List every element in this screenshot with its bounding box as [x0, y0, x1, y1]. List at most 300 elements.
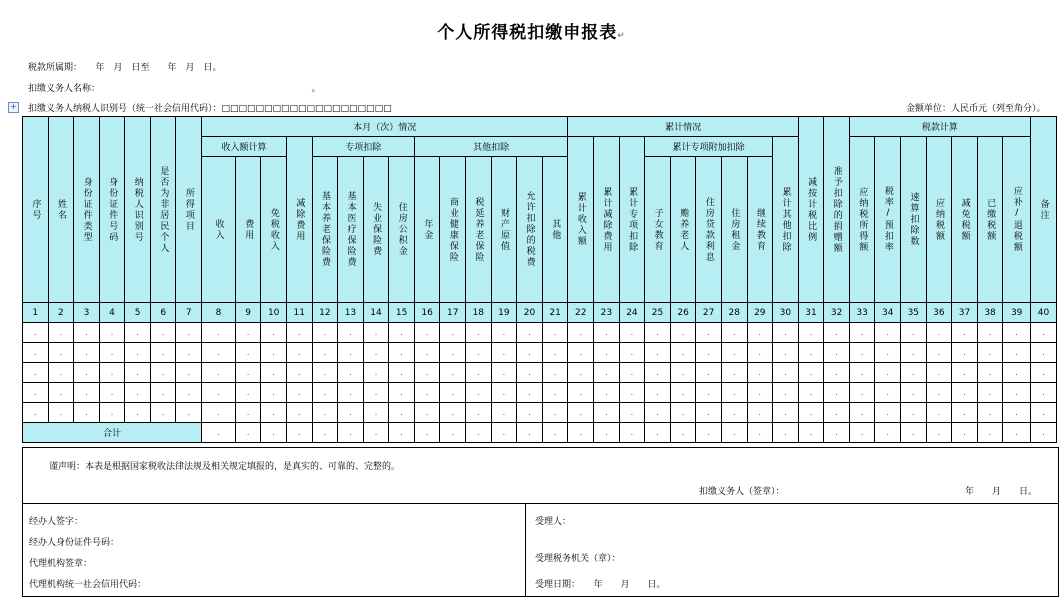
table-cell[interactable]: . — [645, 403, 671, 423]
column-number-cell: 11 — [286, 303, 312, 323]
table-cell[interactable]: . — [798, 403, 824, 423]
table-cell[interactable]: . — [338, 343, 364, 363]
table-cell[interactable]: . — [389, 343, 415, 363]
table-cell[interactable]: . — [875, 403, 901, 423]
column-number-cell: 37 — [952, 303, 978, 323]
table-cell[interactable]: . — [466, 363, 492, 383]
header-group-tax: 税款计算 — [849, 117, 1030, 137]
table-cell[interactable]: . — [1031, 403, 1057, 423]
table-cell[interactable]: . — [926, 343, 952, 363]
table-cell[interactable]: . — [824, 363, 850, 383]
table-cell[interactable]: . — [491, 323, 517, 343]
table-cell[interactable]: . — [901, 403, 927, 423]
header-tax-due: 应补/退税额 — [1003, 137, 1031, 303]
table-cell[interactable]: . — [389, 383, 415, 403]
header-tax-payable: 应纳税额 — [926, 137, 952, 303]
total-cell[interactable]: . — [389, 423, 415, 443]
table-cell[interactable]: . — [568, 363, 594, 383]
table-cell[interactable]: . — [363, 403, 389, 423]
total-cell[interactable]: . — [952, 423, 978, 443]
column-number-cell: 14 — [363, 303, 389, 323]
table-cell[interactable]: . — [849, 323, 875, 343]
table-cell[interactable]: . — [150, 343, 176, 363]
table-cell[interactable]: . — [440, 323, 466, 343]
agency-code-label: 代理机构统一社会信用代码： — [29, 580, 147, 590]
table-cell[interactable]: . — [338, 363, 364, 383]
total-cell[interactable]: . — [1003, 423, 1031, 443]
table-cell[interactable]: . — [202, 363, 236, 383]
table-cell[interactable]: . — [619, 403, 645, 423]
table-cell[interactable]: . — [48, 383, 74, 403]
table-cell[interactable]: . — [824, 403, 850, 423]
table-cell[interactable]: . — [517, 323, 543, 343]
table-cell[interactable]: . — [773, 323, 799, 343]
table-cell[interactable]: . — [286, 343, 312, 363]
column-number-cell: 39 — [1003, 303, 1031, 323]
table-cell[interactable]: . — [312, 403, 338, 423]
table-cell[interactable]: . — [125, 323, 151, 343]
table-cell[interactable]: . — [99, 403, 125, 423]
total-cell[interactable]: . — [466, 423, 492, 443]
table-cell[interactable]: . — [235, 403, 261, 423]
total-cell[interactable]: . — [440, 423, 466, 443]
table-cell[interactable]: . — [99, 323, 125, 343]
total-cell[interactable]: . — [798, 423, 824, 443]
table-cell[interactable]: . — [23, 363, 49, 383]
total-cell[interactable]: . — [594, 423, 620, 443]
table-cell[interactable]: . — [235, 383, 261, 403]
table-cell[interactable]: . — [926, 323, 952, 343]
table-cell[interactable]: . — [23, 383, 49, 403]
table-cell[interactable]: . — [901, 383, 927, 403]
table-cell[interactable]: . — [977, 363, 1003, 383]
table-cell[interactable]: . — [491, 403, 517, 423]
table-cell[interactable]: . — [414, 343, 440, 363]
total-cell[interactable]: . — [261, 423, 287, 443]
header-housing-fund: 住房公积金 — [389, 157, 415, 303]
table-cell[interactable]: . — [466, 383, 492, 403]
table-cell[interactable]: . — [74, 383, 100, 403]
total-cell[interactable]: . — [645, 423, 671, 443]
table-cell[interactable]: . — [849, 363, 875, 383]
table-cell[interactable]: . — [48, 343, 74, 363]
table-cell[interactable]: . — [491, 383, 517, 403]
table-cell[interactable]: . — [517, 383, 543, 403]
total-cell[interactable]: . — [875, 423, 901, 443]
column-number-cell: 15 — [389, 303, 415, 323]
table-cell[interactable]: . — [542, 363, 568, 383]
total-cell[interactable]: . — [235, 423, 261, 443]
table-cell[interactable]: . — [414, 363, 440, 383]
header-health-insurance: 商业健康保险 — [440, 157, 466, 303]
column-number-cell: 13 — [338, 303, 364, 323]
table-cell[interactable]: . — [721, 323, 747, 343]
table-cell[interactable]: . — [389, 323, 415, 343]
currency-unit-line: 金额单位：人民币元（列至角分）。 — [906, 104, 1046, 114]
header-medical: 基本医疗保险费 — [338, 157, 364, 303]
column-number-cell: 9 — [235, 303, 261, 323]
table-cell[interactable]: . — [1031, 343, 1057, 363]
table-cell[interactable]: . — [125, 343, 151, 363]
table-anchor-icon[interactable]: + — [8, 102, 19, 113]
header-id-number: 身份证件号码 — [99, 117, 125, 303]
table-cell[interactable]: . — [235, 343, 261, 363]
total-cell[interactable]: . — [849, 423, 875, 443]
table-cell[interactable]: . — [202, 383, 236, 403]
table-cell[interactable]: . — [798, 343, 824, 363]
declaration-statement: 谨声明：本表是根据国家税收法律法规及相关规定填报的，是真实的、可靠的、完整的。 — [49, 462, 401, 472]
total-row — [23, 423, 1057, 443]
table-cell[interactable]: . — [23, 343, 49, 363]
table-cell[interactable]: . — [517, 403, 543, 423]
table-cell[interactable]: . — [824, 343, 850, 363]
table-cell[interactable]: . — [440, 343, 466, 363]
column-number-cell: 16 — [414, 303, 440, 323]
header-group-special: 专项扣除 — [312, 137, 414, 157]
total-cell[interactable]: . — [670, 423, 696, 443]
column-number-cell: 20 — [517, 303, 543, 323]
total-cell[interactable]: . — [202, 423, 236, 443]
table-cell[interactable]: . — [363, 343, 389, 363]
total-cell[interactable]: . — [901, 423, 927, 443]
table-cell[interactable]: . — [466, 323, 492, 343]
total-cell[interactable]: . — [491, 423, 517, 443]
total-cell[interactable]: . — [568, 423, 594, 443]
table-cell[interactable]: . — [747, 363, 773, 383]
table-cell[interactable]: . — [440, 363, 466, 383]
table-cell[interactable]: . — [542, 383, 568, 403]
table-cell[interactable]: . — [491, 363, 517, 383]
table-cell[interactable]: . — [23, 403, 49, 423]
table-cell[interactable]: . — [286, 323, 312, 343]
table-cell[interactable]: . — [1003, 383, 1031, 403]
table-cell[interactable]: . — [798, 323, 824, 343]
receive-date-label: 受理日期： 年 月 日。 — [535, 580, 666, 590]
total-cell[interactable]: . — [773, 423, 799, 443]
agent-id-line: 扣缴义务人纳税人识别号（统一社会信用代码）：□□□□□□□□□□□□□□□□□□□□ — [28, 104, 392, 114]
table-cell[interactable]: . — [619, 343, 645, 363]
table-row — [23, 323, 1057, 343]
table-cell[interactable]: . — [202, 403, 236, 423]
header-tax-relief: 减免税额 — [952, 137, 978, 303]
table-cell[interactable]: . — [594, 363, 620, 383]
table-cell[interactable]: . — [594, 383, 620, 403]
table-cell[interactable]: . — [696, 323, 722, 343]
table-cell[interactable]: . — [23, 323, 49, 343]
table-cell[interactable]: . — [542, 343, 568, 363]
table-cell[interactable]: . — [261, 363, 287, 383]
table-cell[interactable]: . — [312, 343, 338, 363]
table-cell[interactable]: . — [338, 383, 364, 403]
table-cell[interactable]: . — [901, 343, 927, 363]
table-cell[interactable]: . — [1003, 403, 1031, 423]
table-cell[interactable]: . — [414, 403, 440, 423]
table-cell[interactable]: . — [696, 403, 722, 423]
total-cell[interactable]: . — [312, 423, 338, 443]
header-expense: 费用 — [235, 157, 261, 303]
table-cell[interactable]: . — [99, 363, 125, 383]
agent-signature-label: 扣缴义务人（签章）： — [699, 487, 785, 497]
table-cell[interactable]: . — [440, 403, 466, 423]
total-cell[interactable]: . — [977, 423, 1003, 443]
table-cell[interactable]: . — [312, 323, 338, 343]
total-cell[interactable]: . — [363, 423, 389, 443]
table-cell[interactable]: . — [1003, 363, 1031, 383]
total-cell[interactable]: . — [286, 423, 312, 443]
column-number-cell: 8 — [202, 303, 236, 323]
handler-id-label: 经办人身份证件号码： — [29, 538, 120, 548]
table-cell[interactable]: . — [1003, 343, 1031, 363]
table-cell[interactable]: . — [670, 363, 696, 383]
table-cell[interactable]: . — [875, 343, 901, 363]
table-cell[interactable]: . — [773, 403, 799, 423]
header-deduction: 减除费用 — [286, 137, 312, 303]
table-cell[interactable]: . — [74, 323, 100, 343]
header-group-income: 收入额计算 — [202, 137, 287, 157]
column-number-cell: 3 — [74, 303, 100, 323]
total-cell[interactable]: . — [696, 423, 722, 443]
column-number-cell: 33 — [849, 303, 875, 323]
table-cell[interactable]: . — [568, 323, 594, 343]
total-cell[interactable]: . — [338, 423, 364, 443]
total-cell[interactable]: . — [747, 423, 773, 443]
header-allowed-tax: 允许扣除的税费 — [517, 157, 543, 303]
table-cell[interactable]: . — [312, 363, 338, 383]
table-cell[interactable]: . — [798, 383, 824, 403]
table-cell[interactable]: . — [645, 383, 671, 403]
total-cell[interactable]: . — [721, 423, 747, 443]
table-cell[interactable]: . — [568, 403, 594, 423]
table-cell[interactable]: . — [176, 323, 202, 343]
table-cell[interactable]: . — [312, 383, 338, 403]
table-cell[interactable]: . — [440, 383, 466, 403]
table-cell[interactable]: . — [721, 383, 747, 403]
table-cell[interactable]: . — [747, 403, 773, 423]
table-cell[interactable]: . — [176, 403, 202, 423]
table-cell[interactable]: . — [176, 343, 202, 363]
column-number-cell: 27 — [696, 303, 722, 323]
table-cell[interactable]: . — [150, 403, 176, 423]
table-cell[interactable]: . — [48, 323, 74, 343]
column-number-cell: 18 — [466, 303, 492, 323]
table-cell[interactable]: . — [926, 363, 952, 383]
table-cell[interactable]: . — [696, 383, 722, 403]
table-cell[interactable]: . — [125, 363, 151, 383]
table-cell[interactable]: . — [594, 343, 620, 363]
table-cell[interactable]: . — [798, 363, 824, 383]
table-cell[interactable]: . — [150, 363, 176, 383]
table-cell[interactable]: . — [517, 363, 543, 383]
table-cell[interactable]: . — [952, 323, 978, 343]
column-number-cell: 23 — [594, 303, 620, 323]
table-cell[interactable]: . — [901, 363, 927, 383]
table-row — [23, 403, 1057, 423]
table-cell[interactable]: . — [48, 403, 74, 423]
table-cell[interactable]: . — [286, 363, 312, 383]
table-cell[interactable]: . — [773, 363, 799, 383]
table-cell[interactable]: . — [952, 343, 978, 363]
table-cell[interactable]: . — [466, 343, 492, 363]
column-number-cell: 34 — [875, 303, 901, 323]
table-cell[interactable]: . — [901, 323, 927, 343]
table-cell[interactable]: . — [1003, 323, 1031, 343]
table-cell[interactable]: . — [363, 383, 389, 403]
table-cell[interactable]: . — [849, 403, 875, 423]
table-cell[interactable]: . — [286, 403, 312, 423]
table-cell[interactable]: . — [235, 363, 261, 383]
table-cell[interactable]: . — [74, 343, 100, 363]
agency-seal-label: 代理机构签章： — [29, 559, 93, 569]
table-cell[interactable]: . — [48, 363, 74, 383]
table-cell[interactable]: . — [150, 323, 176, 343]
header-taxable: 应纳税所得额 — [849, 137, 875, 303]
table-cell[interactable]: . — [466, 403, 492, 423]
header-cum-income: 累计收入额 — [568, 137, 594, 303]
table-cell[interactable]: . — [363, 323, 389, 343]
table-cell[interactable]: . — [261, 403, 287, 423]
table-cell[interactable]: . — [74, 363, 100, 383]
table-cell[interactable]: . — [286, 383, 312, 403]
column-number-cell: 29 — [747, 303, 773, 323]
header-cum-deduction: 累计减除费用 — [594, 137, 620, 303]
table-cell[interactable]: . — [670, 403, 696, 423]
table-cell[interactable]: . — [202, 343, 236, 363]
table-cell[interactable]: . — [568, 343, 594, 363]
table-cell[interactable]: . — [875, 363, 901, 383]
table-cell[interactable]: . — [849, 383, 875, 403]
table-cell[interactable]: . — [977, 383, 1003, 403]
table-cell[interactable]: . — [338, 403, 364, 423]
table-cell[interactable]: . — [125, 403, 151, 423]
table-cell[interactable]: . — [696, 343, 722, 363]
column-number-cell: 32 — [824, 303, 850, 323]
table-cell[interactable]: . — [977, 323, 1003, 343]
table-cell[interactable]: . — [670, 323, 696, 343]
table-cell[interactable]: . — [389, 363, 415, 383]
table-cell[interactable]: . — [619, 363, 645, 383]
table-cell[interactable]: . — [389, 403, 415, 423]
table-cell[interactable]: . — [176, 383, 202, 403]
table-cell[interactable]: . — [875, 383, 901, 403]
table-cell[interactable]: . — [74, 403, 100, 423]
total-cell[interactable]: . — [1031, 423, 1057, 443]
table-cell[interactable]: . — [542, 403, 568, 423]
table-cell[interactable]: . — [517, 343, 543, 363]
table-row — [23, 343, 1057, 363]
table-cell[interactable]: . — [773, 343, 799, 363]
table-cell[interactable]: . — [1031, 323, 1057, 343]
table-cell[interactable]: . — [747, 323, 773, 343]
total-cell[interactable]: . — [517, 423, 543, 443]
table-cell[interactable]: . — [849, 343, 875, 363]
receiver-label: 受理人： — [535, 517, 572, 527]
table-cell[interactable]: . — [952, 363, 978, 383]
table-cell[interactable]: . — [414, 323, 440, 343]
header-seq: 序号 — [23, 117, 49, 303]
header-annuity: 年金 — [414, 157, 440, 303]
declaration-box — [22, 447, 1059, 505]
table-cell[interactable]: . — [202, 323, 236, 343]
table-cell[interactable]: . — [696, 363, 722, 383]
table-cell[interactable]: . — [261, 323, 287, 343]
tax-office-box — [525, 503, 1059, 597]
header-elderly-support: 赡养老人 — [670, 157, 696, 303]
table-cell[interactable]: . — [721, 363, 747, 383]
table-cell[interactable]: . — [261, 383, 287, 403]
table-cell[interactable]: . — [721, 403, 747, 423]
total-cell[interactable]: . — [824, 423, 850, 443]
table-cell[interactable]: . — [261, 343, 287, 363]
header-pension: 基本养老保险费 — [312, 157, 338, 303]
table-cell[interactable]: . — [363, 363, 389, 383]
table-cell[interactable]: . — [235, 323, 261, 343]
total-cell[interactable]: . — [414, 423, 440, 443]
table-cell[interactable]: . — [150, 383, 176, 403]
table-cell[interactable]: . — [176, 363, 202, 383]
table-cell[interactable]: . — [338, 323, 364, 343]
header-group-cum-special-add: 累计专项附加扣除 — [645, 137, 773, 157]
table-cell[interactable]: . — [747, 343, 773, 363]
table-cell[interactable]: . — [619, 383, 645, 403]
header-rate: 税率/预扣率 — [875, 137, 901, 303]
total-cell[interactable]: . — [619, 423, 645, 443]
header-mortgage-interest: 住房贷款利息 — [696, 157, 722, 303]
table-cell[interactable]: . — [875, 323, 901, 343]
table-cell[interactable]: . — [491, 343, 517, 363]
handler-signature-label: 经办人签字： — [29, 517, 84, 527]
table-cell[interactable]: . — [977, 403, 1003, 423]
table-cell[interactable]: . — [99, 383, 125, 403]
table-cell[interactable]: . — [542, 323, 568, 343]
table-cell[interactable]: . — [645, 343, 671, 363]
table-cell[interactable]: . — [952, 383, 978, 403]
table-cell[interactable]: . — [952, 403, 978, 423]
table-cell[interactable]: . — [926, 383, 952, 403]
column-number-cell: 28 — [721, 303, 747, 323]
header-tax-paid: 已缴税额 — [977, 137, 1003, 303]
header-donation: 准予扣除的捐赠额 — [824, 117, 850, 303]
table-cell[interactable]: . — [1031, 363, 1057, 383]
table-cell[interactable]: . — [977, 343, 1003, 363]
header-group-other: 其他扣除 — [414, 137, 568, 157]
table-cell[interactable]: . — [414, 383, 440, 403]
agent-handler-box — [22, 503, 527, 597]
table-cell[interactable]: . — [594, 403, 620, 423]
table-cell[interactable]: . — [99, 343, 125, 363]
header-income-item: 所得项目 — [176, 117, 202, 303]
table-cell[interactable]: . — [619, 323, 645, 343]
table-row — [23, 363, 1057, 383]
table-cell[interactable]: . — [773, 383, 799, 403]
table-cell[interactable]: . — [824, 323, 850, 343]
tax-period-line: 税款所属期： 年 月 日至 年 月 日。 — [28, 63, 222, 73]
table-cell[interactable]: . — [594, 323, 620, 343]
table-cell[interactable]: . — [824, 383, 850, 403]
table-cell[interactable]: . — [125, 383, 151, 403]
header-unemployment: 失业保险费 — [363, 157, 389, 303]
table-cell[interactable]: . — [670, 383, 696, 403]
table-cell[interactable]: . — [670, 343, 696, 363]
table-cell[interactable]: . — [721, 343, 747, 363]
total-cell[interactable]: . — [926, 423, 952, 443]
table-cell[interactable]: . — [926, 403, 952, 423]
table-cell[interactable]: . — [747, 383, 773, 403]
total-cell[interactable]: . — [542, 423, 568, 443]
table-cell[interactable]: . — [1031, 383, 1057, 403]
table-cell[interactable]: . — [645, 323, 671, 343]
table-cell[interactable]: . — [568, 383, 594, 403]
table-cell[interactable]: . — [645, 363, 671, 383]
